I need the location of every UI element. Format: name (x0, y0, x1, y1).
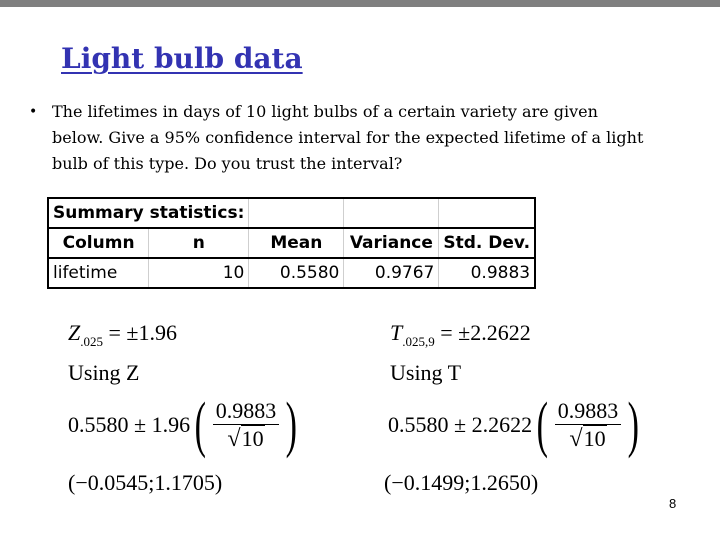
cell-n: 10 (149, 258, 249, 288)
top-bar (0, 0, 720, 7)
header-column: Column (48, 228, 149, 258)
table-caption: Summary statistics: (48, 198, 249, 228)
t-critical-value (390, 320, 531, 349)
t-denominator (569, 425, 606, 453)
cell-column: lifetime (48, 258, 149, 288)
z-fraction (213, 398, 280, 453)
table-empty-cell (439, 198, 535, 228)
z-interval: (−0.0545;1.1705) (68, 470, 223, 495)
cell-std-dev: 0.9883 (439, 258, 535, 288)
page-number: 8 (669, 496, 677, 511)
cell-mean: 0.5580 (249, 258, 344, 288)
z-subscript: .025 (80, 334, 103, 349)
right-paren-icon: ) (627, 391, 640, 459)
cell-variance: 0.9767 (344, 258, 439, 288)
z-symbol: Z (68, 320, 81, 345)
t-interval: (−0.1499;1.2650) (384, 470, 539, 495)
header-variance: Variance (344, 228, 439, 258)
t-subscript: .025,9 (402, 334, 435, 349)
z-formula (68, 391, 302, 459)
z-formula-mean: 0.5580 ± 1.96 (68, 412, 191, 437)
sqrt-icon: √ (569, 425, 583, 452)
bullet-text: The lifetimes in days of 10 light bulbs of a certain variety are given below. Give a 95% confidence interval for the expected lifetime of a light bulb of this type. Do you trust the interval? (52, 102, 644, 173)
t-numerator: 0.9883 (555, 398, 622, 425)
t-fraction (555, 398, 622, 453)
t-symbol: T (390, 320, 403, 345)
t-formula-mean: 0.5580 ± 2.2622 (388, 412, 533, 437)
sqrt-icon: √ (227, 425, 241, 452)
summary-table (47, 197, 536, 289)
z-sqrt-arg: 10 (241, 425, 264, 451)
t-formula (388, 391, 644, 459)
z-critical-value (68, 320, 177, 349)
right-paren-icon: ) (285, 391, 298, 459)
bullet-icon: • (29, 104, 38, 120)
using-z-label: Using Z (68, 360, 140, 385)
using-t-label: Using T (390, 360, 462, 385)
t-sqrt-arg: 10 (583, 425, 606, 451)
header-std-dev: Std. Dev. (439, 228, 535, 258)
z-value: = ±1.96 (103, 320, 177, 345)
table-empty-cell (344, 198, 439, 228)
z-denominator (227, 425, 264, 453)
left-paren-icon: ( (536, 391, 549, 459)
header-mean: Mean (249, 228, 344, 258)
slide-title: Light bulb data (61, 42, 303, 75)
left-paren-icon: ( (194, 391, 207, 459)
t-value: = ±2.2622 (434, 320, 531, 345)
z-numerator: 0.9883 (213, 398, 280, 425)
header-n: n (149, 228, 249, 258)
table-empty-cell (249, 198, 344, 228)
